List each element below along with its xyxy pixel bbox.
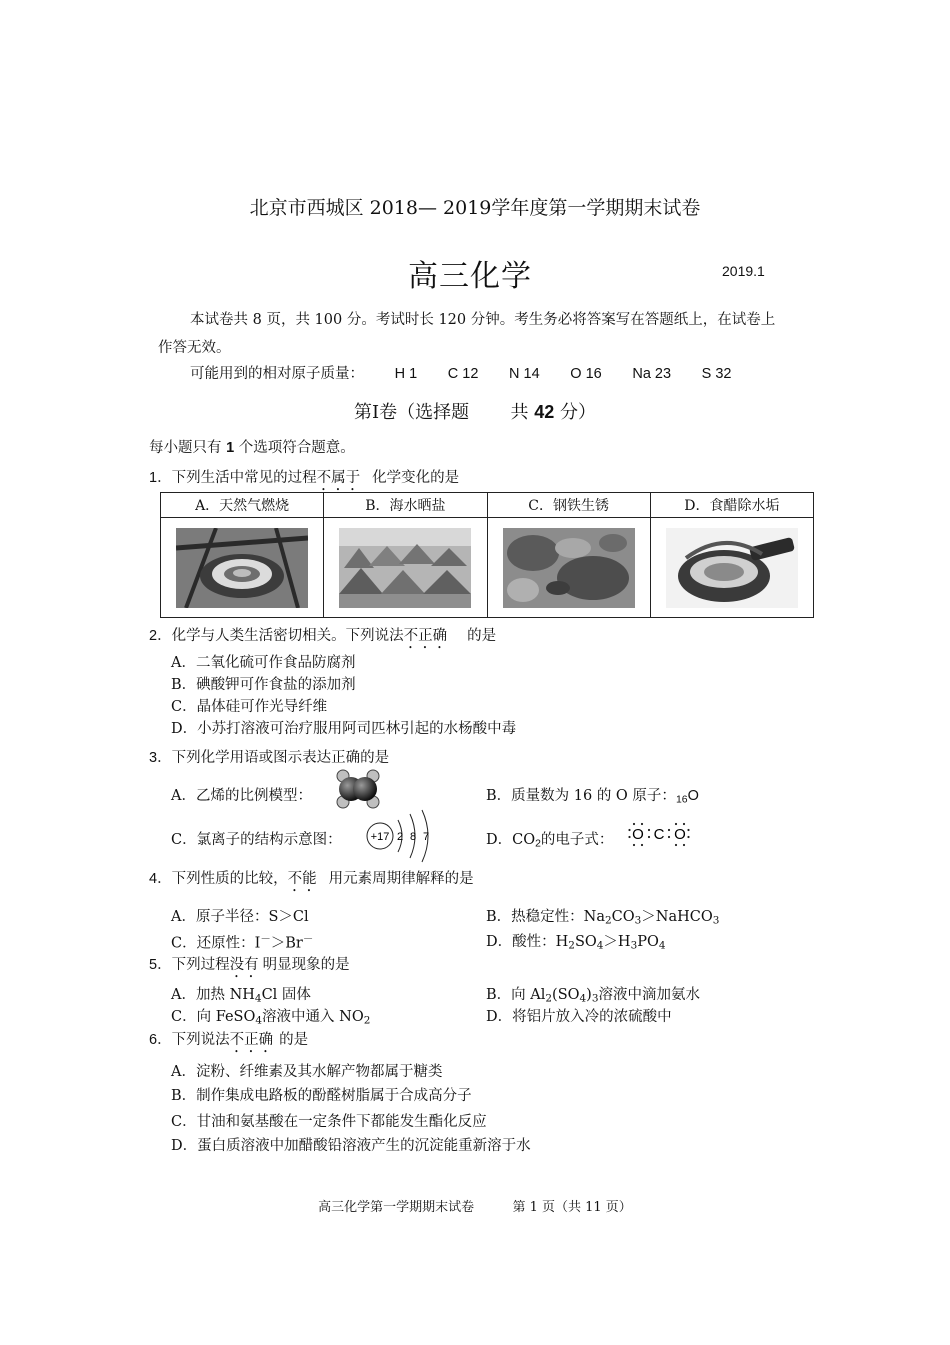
q2-option-c[interactable]: C．晶体硅可作光导纤维 [171, 699, 328, 715]
q3-stem-text: 下列化学用语或图示表达正确的是 [171, 750, 390, 766]
q4-b-pre: B．热稳定性：Na [486, 909, 605, 925]
q5-c-pre: C．向 FeSO [171, 1009, 256, 1025]
q2-stem-pre: 化学与人类生活密切相关。下列说法 [171, 628, 404, 644]
q2-option-a[interactable]: A．二氧化硫可作食品防腐剂 [171, 655, 356, 671]
q4-num: 4． [149, 871, 172, 887]
subject-title: 高三化学 [408, 259, 532, 294]
co2-o-left: O [632, 826, 644, 843]
q4-d-sub4: 4 [658, 939, 666, 952]
q4-option-d[interactable] [486, 930, 666, 952]
q5-b-post: 溶液中滴加氨水 [598, 987, 700, 1003]
q3-option-c[interactable] [171, 828, 342, 849]
q5-option-d[interactable]: D．将铝片放入冷的浓硫酸中 [486, 1009, 672, 1025]
q6-option-b[interactable]: B．制作集成电路板的酚醛树脂属于合成高分子 [171, 1088, 472, 1104]
q3-option-c-text: C．氯离子的结构示意图： [171, 832, 342, 848]
q3-co2-sub: 2 [535, 838, 541, 850]
q4-option-b[interactable] [486, 905, 719, 927]
q1-image-cell-b [324, 518, 487, 618]
q1-image-cell-c [487, 518, 650, 618]
kettle-image [666, 528, 798, 608]
q4-b-mid: CO [611, 909, 635, 925]
mass-c: C 12 [447, 366, 479, 382]
q2-num: 2． [149, 628, 172, 644]
q1-emphasis: 不属于 [316, 470, 361, 486]
q3-option-a-text: A．乙烯的比例模型： [171, 788, 312, 804]
q4-b-sub1: 2 [605, 914, 612, 927]
exam-title: 北京市西城区 2018— 2019学年度第一学期期末试卷 [249, 197, 701, 219]
footer-left: 高三化学第一学期期末试卷 [318, 1200, 475, 1215]
q6-stem-post: 的是 [279, 1032, 309, 1048]
mass-o: O 16 [570, 366, 602, 382]
q4-c-sup1: － [260, 933, 271, 945]
q4-emphasis: 不能 [287, 871, 317, 887]
mass-s: S 32 [701, 366, 732, 382]
q5-c-sub: 4 [255, 1014, 263, 1027]
q5-stem-pre: 下列过程 [171, 957, 230, 973]
q4-c-mid: ＞Br [270, 935, 303, 952]
q5-emphasis: 没有 [229, 957, 259, 973]
q5-b-sub3: 3 [591, 992, 599, 1005]
q3-option-a[interactable] [171, 784, 312, 805]
q4-d-sub1: 2 [568, 939, 575, 952]
shell-2: 8 [409, 831, 417, 843]
co2-electron-formula [628, 820, 690, 848]
gas-stove-image [176, 528, 308, 608]
q4-stem-post: 用元素周期律解释的是 [328, 871, 474, 887]
q1-stem-post: 化学变化的是 [372, 470, 460, 486]
q1-option-c[interactable]: C．钢铁生锈 [487, 493, 650, 518]
q5-stem [149, 953, 350, 981]
q1-image-cell-a [161, 518, 324, 618]
atomic-masses [190, 362, 758, 383]
note-pre: 每小题只有 [149, 440, 227, 456]
q4-d-end: PO [637, 934, 659, 950]
q5-stem-post: 明显现象的是 [262, 957, 350, 973]
footer-page-number: 第 1 页（共 11 页） [512, 1200, 632, 1215]
co2-o-right: O [674, 826, 686, 843]
q3-stem [149, 746, 389, 767]
q6-stem [149, 1028, 308, 1056]
shell-3: 7 [422, 831, 430, 843]
q6-num: 6． [149, 1032, 172, 1048]
q5-num: 5． [149, 957, 172, 973]
q3-num: 3． [149, 750, 172, 766]
page-footer [0, 1196, 950, 1215]
q3-option-b[interactable] [486, 784, 699, 806]
mass-n: N 14 [509, 366, 540, 382]
q5-b-pre: B．向 Al [486, 987, 546, 1003]
q6-option-a[interactable]: A．淀粉、纤维素及其水解产物都属于糖类 [171, 1064, 443, 1080]
q4-stem-pre: 下列性质的比较， [171, 871, 288, 887]
part1-title-mid: 共 [510, 402, 535, 423]
q1-options-table [160, 492, 814, 618]
co2-c: C [653, 826, 665, 843]
q4-b-sub3: 3 [712, 914, 720, 927]
q4-d-sub2: 4 [596, 939, 604, 952]
intro-paragraph: 本试卷共 8 页，共 100 分。考试时长 120 分钟。考生务必将答案写在答题纸上，在试卷上作答无效。 [158, 312, 776, 356]
q5-b-sub1: 2 [545, 992, 553, 1005]
q5-b-mid: (SO [552, 987, 580, 1003]
shell-1: 2 [396, 831, 404, 843]
q4-b-sub2: 3 [634, 914, 642, 927]
note-num: 1 [226, 440, 235, 456]
q2-stem [149, 624, 496, 652]
q3-option-d-post: 的电子式： [540, 832, 614, 848]
q6-emphasis: 不正确 [229, 1032, 274, 1048]
q1-num: 1． [149, 470, 172, 486]
chloride-nucleus: +17 [370, 831, 390, 843]
q5-option-c[interactable] [171, 1005, 370, 1027]
q4-d-mid: SO [574, 934, 597, 950]
q5-b-sub2: 4 [579, 992, 587, 1005]
part1-title-post: 分） [554, 402, 597, 423]
q3-mass-number: 16 [675, 794, 688, 806]
chloride-ion-diagram [364, 808, 438, 864]
part1-score: 42 [534, 402, 555, 422]
atomic-masses-label: 可能用到的相对原子质量： [190, 366, 364, 382]
q6-option-d[interactable]: D．蛋白质溶液中加醋酸铅溶液产生的沉淀能重新溶于水 [171, 1138, 531, 1154]
rusted-steel-image [503, 528, 635, 608]
q1-option-a[interactable]: A．天然气燃烧 [161, 493, 324, 518]
q5-a-post: Cl 固体 [261, 987, 311, 1003]
q1-option-d[interactable]: D．食醋除水垢 [650, 493, 813, 518]
q5-c-sub2: 2 [363, 1014, 371, 1027]
part1-note [149, 436, 355, 457]
q4-option-c[interactable] [171, 930, 313, 953]
q4-d-gt: ＞H [603, 934, 631, 950]
q4-stem [149, 867, 474, 895]
q4-d-pre: D．酸性：H [486, 934, 569, 950]
q2-emphasis: 不正确 [403, 628, 448, 644]
q2-option-d[interactable]: D．小苏打溶液可治疗服用阿司匹林引起的水杨酸中毒 [171, 721, 517, 737]
q5-a-pre: A．加热 NH [171, 987, 255, 1003]
q5-a-sub: 4 [254, 992, 262, 1005]
part1-title [0, 398, 950, 424]
q2-stem-post: 的是 [467, 628, 497, 644]
part1-title-pre: 第Ⅰ卷（选择题 [353, 402, 470, 423]
q6-option-c[interactable]: C．甘油和氨基酸在一定条件下都能发生酯化反应 [171, 1114, 487, 1130]
q4-b-gt: ＞NaHCO [641, 909, 713, 925]
note-post: 个选项符合题意。 [234, 440, 355, 456]
q3-option-d[interactable] [486, 828, 613, 850]
salt-field-image [339, 528, 471, 608]
q5-option-b[interactable] [486, 983, 700, 1005]
ethylene-model-icon [333, 768, 383, 810]
mass-na: Na 23 [632, 366, 672, 382]
q5-option-a[interactable] [171, 983, 311, 1005]
q6-stem-pre: 下列说法 [171, 1032, 230, 1048]
q4-c-sup2: － [302, 933, 314, 945]
q1-image-cell-d [650, 518, 813, 618]
q1-option-b[interactable]: B．海水晒盐 [324, 493, 487, 518]
q1-stem-pre: 下列生活中常见的过程 [171, 470, 317, 486]
q3-option-d-pre: D．CO [486, 832, 536, 848]
q1-stem [149, 466, 459, 494]
q2-option-b[interactable]: B．碘酸钾可作食盐的添加剂 [171, 677, 356, 693]
q5-c-mid: 溶液中通入 NO [262, 1009, 364, 1025]
q4-c-pre: C．还原性：I [171, 935, 261, 952]
q5-b-close: ) [586, 987, 592, 1003]
q3-o-symbol: O [687, 788, 699, 804]
q3-option-b-text: B．质量数为 16 的 O 原子： [486, 788, 676, 804]
q4-d-sub3: 3 [630, 939, 638, 952]
exam-date: 2019.1 [722, 263, 765, 279]
mass-h: H 1 [394, 366, 418, 382]
q4-option-a[interactable]: A．原子半径：S＞Cl [171, 909, 309, 925]
